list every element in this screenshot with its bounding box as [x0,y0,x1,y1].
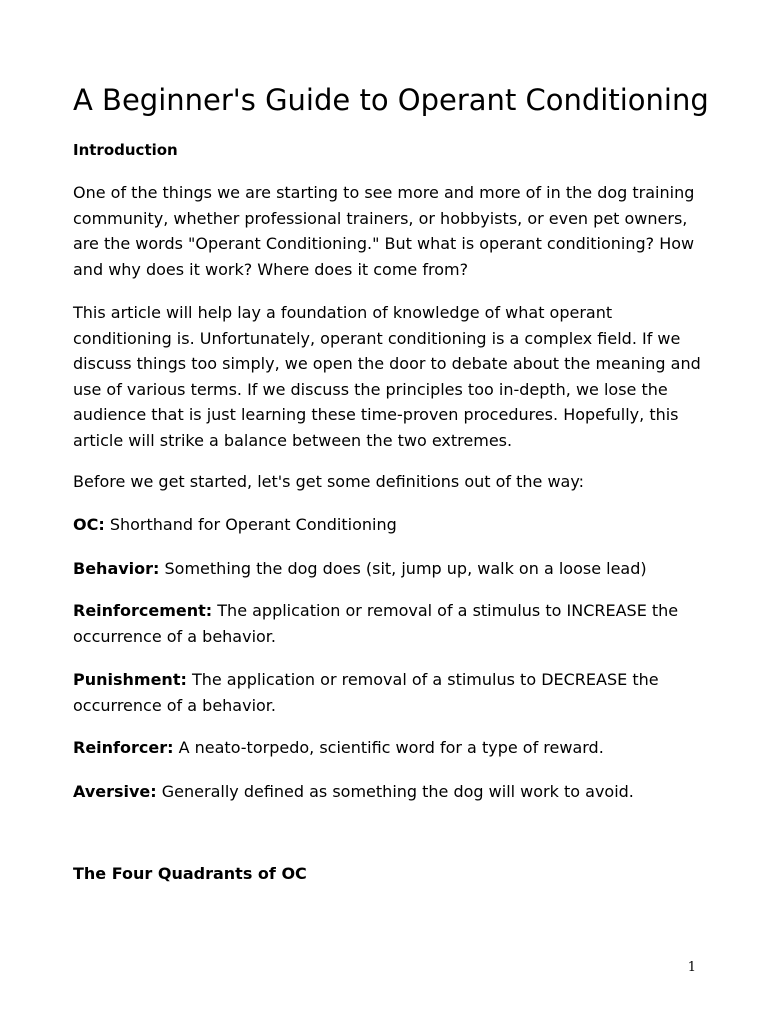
definition-text: The application or removal of a stimulus to DECREASE the occurrence of a behavior. [73,670,659,715]
definition-reinforcer [73,735,703,761]
definition-behavior [73,556,703,582]
definition-text: Something the dog does (sit, jump up, walk on a loose lead) [159,559,647,578]
page-number: 1 [687,960,696,975]
introduction-heading: Introduction [73,141,178,159]
definition-punishment [73,667,703,718]
definition-text: Generally defined as something the dog will work to avoid. [156,782,634,801]
definition-text: A neato-torpedo, scientific word for a type of reward. [173,738,604,757]
document-title: A Beginner's Guide to Operant Conditioning [73,83,709,117]
quadrants-section-heading: The Four Quadrants of OC [73,864,307,883]
definition-oc [73,512,703,538]
definition-term: OC: [73,515,105,534]
definition-text: Shorthand for Operant Conditioning [104,515,397,534]
definition-term: Aversive: [73,782,157,801]
definition-text: The application or removal of a stimulus to INCREASE the occurrence of a behavior. [73,601,679,646]
definition-term: Behavior: [73,559,160,578]
intro-paragraph: One of the things we are starting to see more and more of in the dog training community, whether professional trainers, or hobbyists, or even pet owners, are the words "Operant Conditioning." But what is operant conditioning? How and why does it work? Where does it come from? [73,183,695,279]
definition-reinforcement [73,598,703,649]
definition-term: Punishment: [73,670,187,689]
definition-term: Reinforcer: [73,738,174,757]
foundation-paragraph: This article will help lay a foundation of knowledge of what operant conditioning is. Unfortunately, operant conditioning is a complex field. If we discuss things too simply, we open the door to debate about the meaning and use of various terms. If we discuss the principles too in-depth, we lose the audience that is just learning these time-proven procedures. Hopefully, this article will strike a balance between the two extremes. [73,303,701,450]
definition-aversive [73,779,703,805]
definitions-lead-paragraph: Before we get started, let's get some definitions out of the way: [73,472,585,491]
definition-term: Reinforcement: [73,601,213,620]
